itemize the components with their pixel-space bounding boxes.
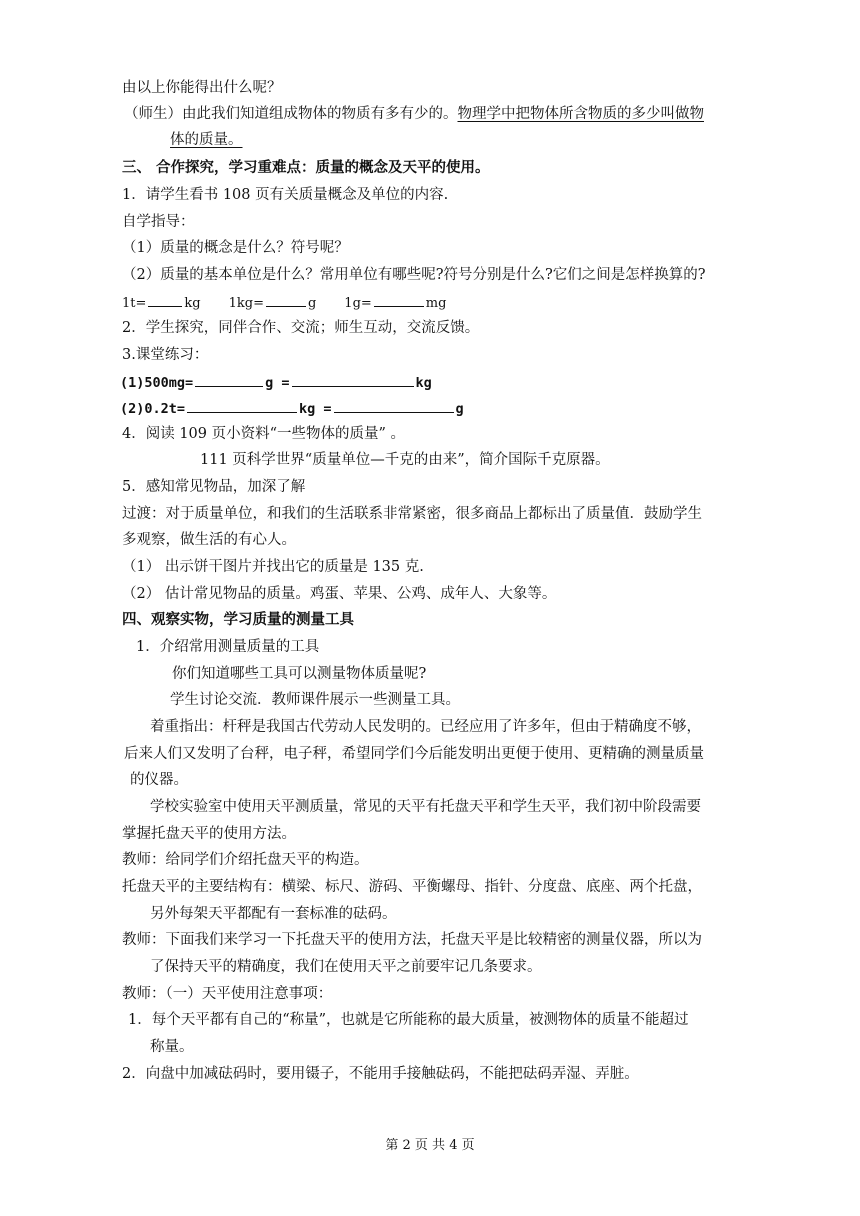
text-line: 另外每架天平都配有一套标准的砝码。: [150, 906, 397, 922]
text-line: 1．介绍常用测量质量的工具: [136, 639, 320, 655]
text-line: 称量。: [150, 1039, 194, 1055]
text-line: 111 页科学世界“质量单位—千克的由来”，简介国际千克原器。: [200, 452, 610, 468]
answer-blank: [148, 292, 182, 307]
exercise-text: kg: [415, 375, 432, 391]
underlined-definition: 物理学中把物体所含物质的多少叫做物: [457, 106, 704, 122]
unit-label: 1t=: [122, 296, 147, 311]
underlined-definition-cont: 体的质量。: [170, 132, 243, 148]
text-line: 教师：下面我们来学习一下托盘天平的使用方法，托盘天平是比较精密的测量仪器，所以为: [122, 932, 702, 948]
text-line: 1．请学生看书 108 页有关质量概念及单位的内容.: [122, 187, 449, 203]
text-line: 教师：给同学们介绍托盘天平的构造。: [122, 852, 369, 868]
text-line: 5．感知常见物品，加深了解: [122, 479, 306, 495]
unit-label: mg: [425, 296, 447, 311]
text-line: [124, 104, 704, 124]
exercise-text: g: [455, 401, 464, 417]
exercise-2: [120, 398, 464, 419]
text-line: 2．向盘中加减砝码时，要用镊子，不能用手接触砝码，不能把砝码弄湿、弄脏。: [122, 1066, 639, 1082]
text-line: 多观察，做生活的有心人。: [122, 532, 296, 548]
text-line: 1．每个天平都有自己的“称量”，也就是它所能称的最大质量，被测物体的质量不能超过: [128, 1012, 689, 1028]
unit-label: 1g=: [344, 296, 372, 311]
text-line: 过渡：对于质量单位，和我们的生活联系非常紧密，很多商品上都标出了质量值．鼓励学生: [122, 506, 702, 522]
answer-blank: [195, 372, 263, 387]
unit-conversion-line: [122, 292, 446, 314]
text-line: 4．阅读 109 页小资料“一些物体的质量” 。: [122, 426, 406, 442]
answer-blank: [292, 372, 414, 387]
text-line: 掌握托盘天平的使用方法。: [122, 826, 296, 842]
unit-label: g: [307, 296, 317, 311]
page-footer: 第 2 页 共 4 页: [385, 1138, 475, 1153]
text-line: 的仪器。: [130, 772, 188, 788]
text-line: （1）质量的概念是什么？符号呢？: [122, 240, 349, 256]
text-line: 3.课堂练习：: [122, 347, 209, 363]
text-line: （2）质量的基本单位是什么？常用单位有哪些呢?符号分别是什么?它们之间是怎样换算的?: [122, 267, 706, 283]
unit-label: kg: [184, 296, 201, 311]
text-line: 学生讨论交流．教师课件展示一些测量工具。: [170, 692, 460, 708]
text-line: 学校实验室中使用天平测质量，常见的天平有托盘天平和学生天平，我们初中阶段需要: [150, 799, 701, 815]
answer-blank: [334, 398, 454, 413]
text-line: 后来人们又发明了台秤，电子秤，希望同学们今后能发明出更便于使用、更精确的测量质量: [124, 746, 704, 762]
exercise-1: [120, 372, 432, 393]
unit-label: 1kg=: [228, 296, 264, 311]
section-heading-4: 四、观察实物，学习质量的测量工具: [122, 611, 354, 628]
answer-blank: [187, 398, 297, 413]
text-span: （师生）由此我们知道组成物体的物质有多有少的。: [124, 106, 458, 122]
text-line: 了保持天平的精确度，我们在使用天平之前要牢记几条要求。: [150, 959, 542, 975]
answer-blank: [266, 292, 306, 307]
exercise-text: (1)500mg=: [120, 375, 194, 391]
exercise-text: kg =: [299, 401, 332, 417]
answer-blank: [374, 292, 424, 307]
text-line: 着重指出：杆秤是我国古代劳动人民发明的。已经应用了许多年，但由于精确度不够，: [150, 719, 701, 735]
exercise-text: (2)0.2t=: [120, 401, 186, 417]
text-line: （2） 估计常见物品的质量。鸡蛋、苹果、公鸡、成年人、大象等。: [122, 586, 557, 602]
text-line: 教师：（一）天平使用注意事项：: [122, 986, 333, 1002]
text-line: 2．学生探究，同伴合作、交流；师生互动，交流反馈。: [122, 320, 480, 336]
exercise-text: g =: [265, 375, 290, 391]
text-line: 由以上你能得出什么呢？: [122, 80, 282, 96]
text-line: 托盘天平的主要结构有：横梁、标尺、游码、平衡螺母、指针、分度盘、底座、两个托盘，: [122, 879, 702, 895]
text-line: （1） 出示饼干图片并找出它的质量是 135 克.: [122, 559, 424, 575]
text-line: 自学指导：: [122, 214, 195, 230]
text-line: 你们知道哪些工具可以测量物体质量呢?: [172, 666, 427, 682]
section-heading-3: 三、 合作探究，学习重难点：质量的概念及天平的使用。: [122, 159, 490, 176]
